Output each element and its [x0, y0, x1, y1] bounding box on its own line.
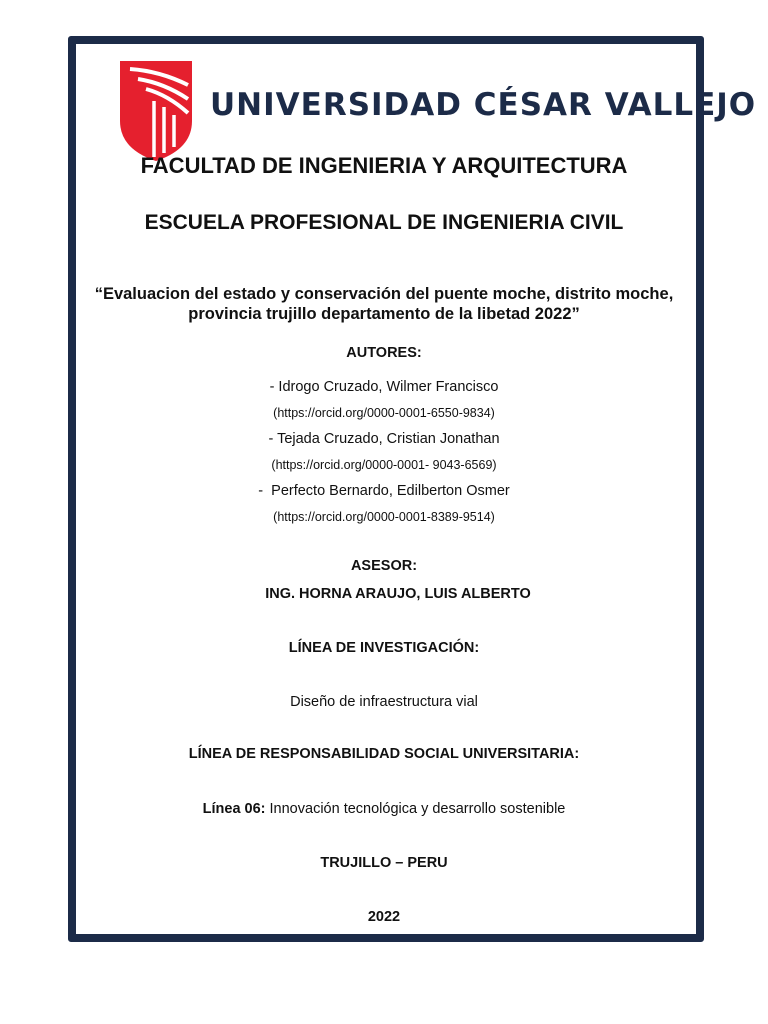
school-title: ESCUELA PROFESIONAL DE INGENIERIA CIVIL	[144, 211, 624, 234]
year: 2022	[367, 909, 401, 925]
research-line-heading: LÍNEA DE INVESTIGACIÓN:	[288, 640, 480, 656]
research-line-value: Diseño de infraestructura vial	[290, 694, 478, 710]
author-name: - Tejada Cruzado, Cristian Jonathan	[268, 431, 500, 447]
thesis-title: “Evaluacion del estado y conservación del puente moche, distrito moche, provincia trujillo departamento de la libetad 2022”	[94, 285, 674, 323]
author-item	[0, 482, 768, 534]
author-name: - Idrogo Cruzado, Wilmer Francisco	[269, 379, 499, 395]
author-item	[0, 378, 768, 430]
university-name: UNIVERSIDAD CÉSAR VALLEJO	[210, 87, 757, 123]
author-orcid: (https://orcid.org/0000-0001-8389-9514)	[273, 510, 495, 524]
faculty-title: FACULTAD DE INGENIERIA Y ARQUITECTURA	[140, 153, 628, 178]
author-name: - Perfecto Bernardo, Edilberton Osmer	[258, 483, 510, 499]
social-responsibility-value: Innovación tecnológica y desarrollo sostenible	[265, 801, 566, 817]
adviser-heading: ASESOR:	[350, 558, 418, 574]
social-responsibility-prefix: Línea 06:	[202, 801, 266, 817]
city-country: TRUJILLO – PERU	[320, 855, 448, 871]
authors-heading: AUTORES:	[346, 345, 422, 361]
adviser-name: ING. HORNA ARAUJO, LUIS ALBERTO	[265, 586, 531, 602]
author-orcid: (https://orcid.org/0000-0001- 9043-6569)	[271, 458, 497, 472]
author-item	[0, 430, 768, 482]
author-orcid: (https://orcid.org/0000-0001-6550-9834)	[273, 406, 495, 420]
author-list	[0, 378, 768, 534]
social-responsibility-heading: LÍNEA DE RESPONSABILIDAD SOCIAL UNIVERSITARIA:	[188, 746, 580, 762]
ucv-shield-icon	[120, 61, 192, 161]
social-responsibility-line	[0, 801, 768, 817]
